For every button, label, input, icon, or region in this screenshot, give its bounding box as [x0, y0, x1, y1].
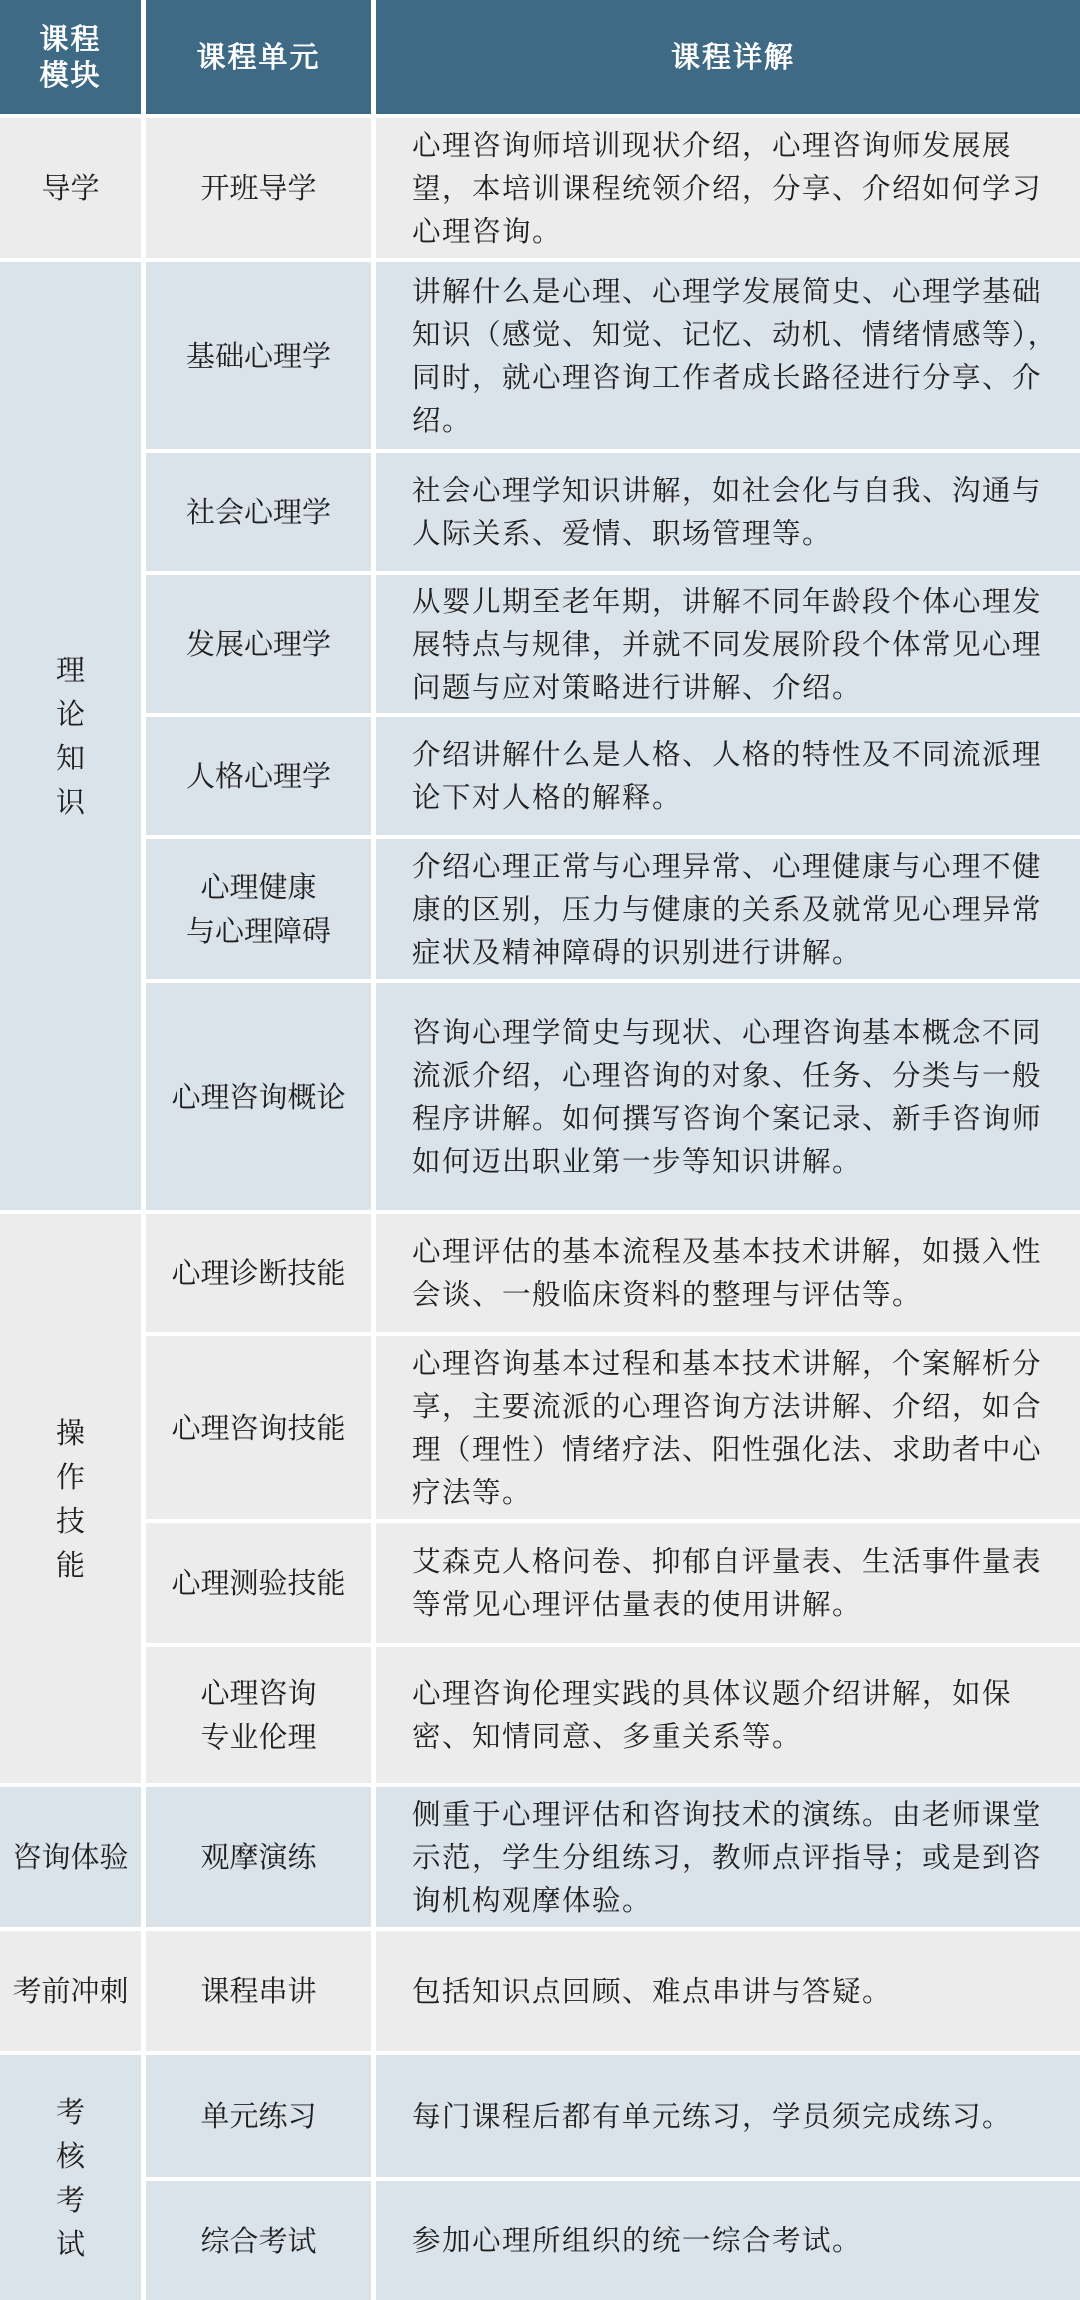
module-cell: 操 作 技 能 — [0, 1214, 141, 1783]
unit-cell: 心理健康 与心理障碍 — [146, 839, 371, 979]
detail-cell: 心理咨询基本过程和基本技术讲解，个案解析分享，主要流派的心理咨询方法讲解、介绍，如合理（理性）情绪疗法、阳性强化法、求助者中心疗法等。 — [376, 1336, 1080, 1519]
unit-cell: 基础心理学 — [146, 262, 371, 449]
unit-cell: 心理测验技能 — [146, 1523, 371, 1643]
header-unit: 课程单元 — [146, 0, 371, 114]
detail-cell: 每门课程后都有单元练习，学员须完成练习。 — [376, 2055, 1080, 2177]
unit-cell: 课程串讲 — [146, 1931, 371, 2051]
detail-cell: 讲解什么是心理、心理学发展简史、心理学基础知识（感觉、知觉、记忆、动机、情绪情感等），同时，就心理咨询工作者成长路径进行分享、介绍。 — [376, 262, 1080, 449]
unit-cell: 心理诊断技能 — [146, 1214, 371, 1332]
unit-cell: 心理咨询概论 — [146, 983, 371, 1210]
detail-cell: 咨询心理学简史与现状、心理咨询基本概念不同流派介绍，心理咨询的对象、任务、分类与一般程序讲解。如何撰写咨询个案记录、新手咨询师如何迈出职业第一步等知识讲解。 — [376, 983, 1080, 1210]
unit-cell: 人格心理学 — [146, 717, 371, 835]
detail-cell: 介绍心理正常与心理异常、心理健康与心理不健康的区别，压力与健康的关系及就常见心理异常症状及精神障碍的识别进行讲解。 — [376, 839, 1080, 979]
detail-cell: 侧重于心理评估和咨询技术的演练。由老师课堂示范，学生分组练习，教师点评指导；或是到咨询机构观摩体验。 — [376, 1787, 1080, 1927]
detail-cell: 介绍讲解什么是人格、人格的特性及不同流派理论下对人格的解释。 — [376, 717, 1080, 835]
unit-cell: 心理咨询技能 — [146, 1336, 371, 1519]
module-cell: 考前冲刺 — [0, 1931, 141, 2051]
header-module: 课程 模块 — [0, 0, 141, 114]
detail-cell: 参加心理所组织的统一综合考试。 — [376, 2181, 1080, 2300]
detail-cell: 心理咨询伦理实践的具体议题介绍讲解，如保密、知情同意、多重关系等。 — [376, 1647, 1080, 1783]
module-cell: 咨询体验 — [0, 1787, 141, 1927]
module-cell: 导学 — [0, 118, 141, 258]
detail-cell: 社会心理学知识讲解，如社会化与自我、沟通与人际关系、爱情、职场管理等。 — [376, 453, 1080, 571]
unit-cell: 观摩演练 — [146, 1787, 371, 1927]
detail-cell: 艾森克人格问卷、抑郁自评量表、生活事件量表等常见心理评估量表的使用讲解。 — [376, 1523, 1080, 1643]
unit-cell: 发展心理学 — [146, 575, 371, 713]
unit-cell: 单元练习 — [146, 2055, 371, 2177]
detail-cell: 心理评估的基本流程及基本技术讲解，如摄入性会谈、一般临床资料的整理与评估等。 — [376, 1214, 1080, 1332]
module-cell: 考 核 考 试 — [0, 2055, 141, 2300]
unit-cell: 社会心理学 — [146, 453, 371, 571]
unit-cell: 开班导学 — [146, 118, 371, 258]
detail-cell: 心理咨询师培训现状介绍，心理咨询师发展展望，本培训课程统领介绍，分享、介绍如何学习心理咨询。 — [376, 118, 1080, 258]
header-detail: 课程详解 — [376, 0, 1080, 114]
detail-cell: 包括知识点回顾、难点串讲与答疑。 — [376, 1931, 1080, 2051]
unit-cell: 综合考试 — [146, 2181, 371, 2300]
module-cell: 理 论 知 识 — [0, 262, 141, 1210]
detail-cell: 从婴儿期至老年期，讲解不同年龄段个体心理发展特点与规律，并就不同发展阶段个体常见心理问题与应对策略进行讲解、介绍。 — [376, 575, 1080, 713]
unit-cell: 心理咨询 专业伦理 — [146, 1647, 371, 1783]
